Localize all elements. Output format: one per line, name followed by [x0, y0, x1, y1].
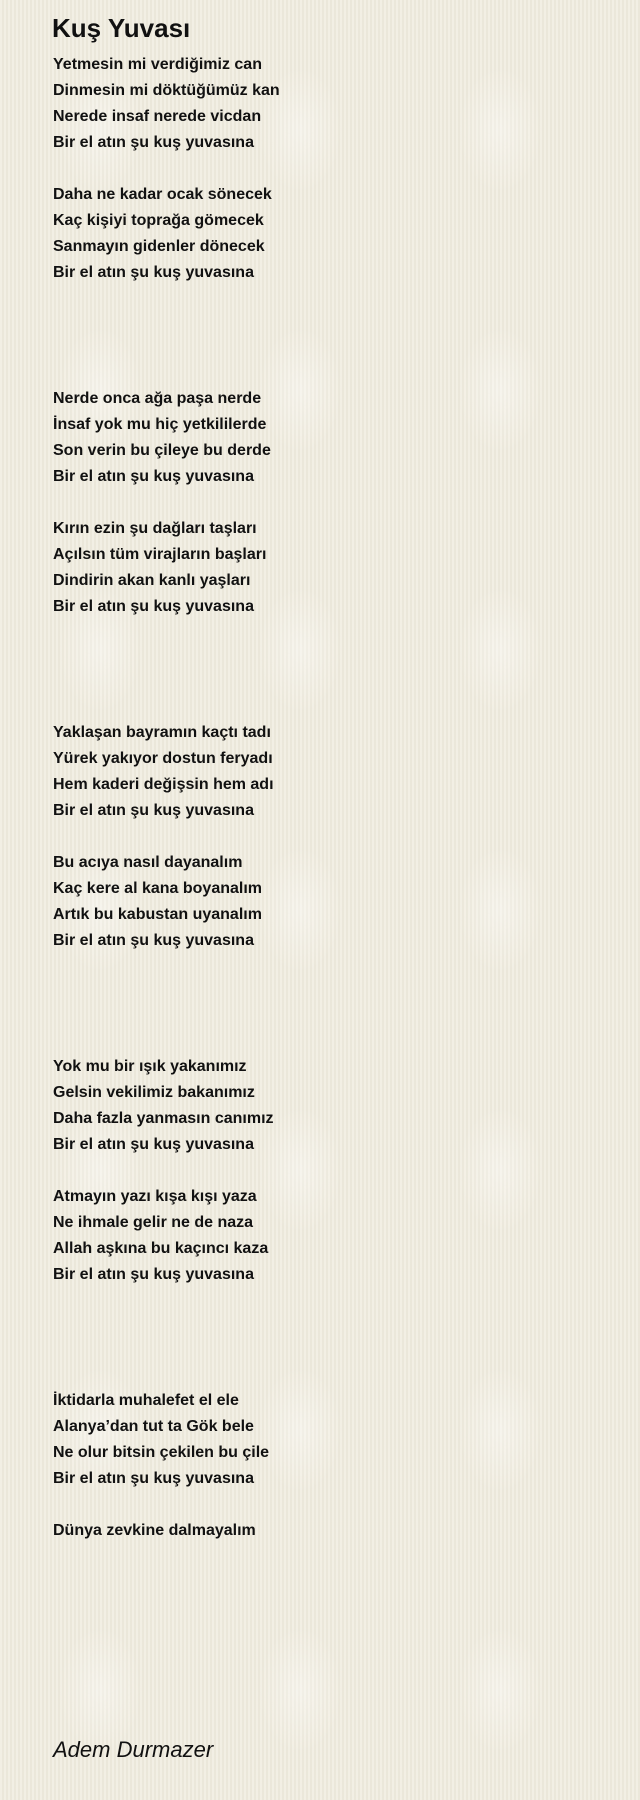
poem-line: Sanmayın gidenler dönecek	[53, 238, 265, 255]
poem-line: Ne olur bitsin çekilen bu çile	[53, 1444, 270, 1461]
section-spacer	[53, 286, 613, 386]
stanza-3	[53, 386, 613, 490]
stanza-spacer	[53, 824, 613, 850]
poem-line: Kaç kere al kana boyanalım	[53, 880, 262, 897]
stanza-6	[53, 850, 613, 954]
poem-line: Kaç kişiyi toprağa gömecek	[53, 212, 264, 229]
stanza-8	[53, 1184, 613, 1288]
poem-line: Hem kaderi değişsin hem adı	[53, 776, 274, 793]
poem-line: Son verin bu çileye bu derde	[53, 442, 271, 459]
poem-line: Allah aşkına bu kaçıncı kaza	[53, 1240, 269, 1257]
poem-line: Gelsin vekilimiz bakanımız	[53, 1084, 255, 1101]
poem-line: Nerede insaf nerede vicdan	[53, 108, 262, 125]
poem-line: Kırın ezin şu dağları taşları	[53, 520, 257, 537]
poem-line: Yaklaşan bayramın kaçtı tadı	[53, 724, 271, 741]
poem-line: Açılsın tüm virajların başları	[53, 546, 267, 563]
poem-line: Yok mu bir ışık yakanımız	[53, 1058, 247, 1075]
poem-line: Bir el atın şu kuş yuvasına	[53, 1136, 254, 1153]
poem-line: Dindirin akan kanlı yaşları	[53, 572, 251, 589]
poem-line: Bir el atın şu kuş yuvasına	[53, 598, 254, 615]
poem-line: İktidarla muhalefet el ele	[53, 1392, 239, 1409]
stanza-7	[53, 1054, 613, 1158]
section-spacer	[53, 954, 613, 1054]
poem-line: Bu acıya nasıl dayanalım	[53, 854, 243, 871]
stanza-5	[53, 720, 613, 824]
poem-line: Bir el atın şu kuş yuvasına	[53, 1266, 254, 1283]
stanza-9	[53, 1388, 613, 1492]
stanza-spacer	[53, 1492, 613, 1518]
stanza-1	[53, 52, 613, 156]
section-spacer	[53, 620, 613, 720]
section-spacer	[53, 1288, 613, 1388]
poem-line: Bir el atın şu kuş yuvasına	[53, 134, 254, 151]
poem-line: Bir el atın şu kuş yuvasına	[53, 468, 254, 485]
stanza-10	[53, 1518, 613, 1544]
poem-body	[53, 52, 613, 1544]
poem-line: Yetmesin mi verdiğimiz can	[53, 56, 262, 73]
poem-line: Yürek yakıyor dostun feryadı	[53, 750, 273, 767]
poem-line: Daha ne kadar ocak sönecek	[53, 186, 272, 203]
poem-line: Daha fazla yanmasın canımız	[53, 1110, 274, 1127]
poem-line: Alanya’dan tut ta Gök bele	[53, 1418, 254, 1435]
poem-line: İnsaf yok mu hiç yetkililerde	[53, 416, 267, 433]
poem-line: Bir el atın şu kuş yuvasına	[53, 802, 254, 819]
poem-line: Bir el atın şu kuş yuvasına	[53, 264, 254, 281]
poem-line: Bir el atın şu kuş yuvasına	[53, 932, 254, 949]
stanza-spacer	[53, 156, 613, 182]
poem-line: Ne ihmale gelir ne de naza	[53, 1214, 254, 1231]
stanza-4	[53, 516, 613, 620]
poem-line: Dünya zevkine dalmayalım	[53, 1522, 256, 1539]
poem-line: Nerde onca ağa paşa nerde	[53, 390, 262, 407]
poem-author: Adem Durmazer	[53, 1737, 214, 1762]
poem-line: Bir el atın şu kuş yuvasına	[53, 1470, 254, 1487]
stanza-spacer	[53, 1158, 613, 1184]
poem-line: Atmayın yazı kışa kışı yaza	[53, 1188, 257, 1205]
poem-line: Dinmesin mi döktüğümüz kan	[53, 82, 280, 99]
poem-line: Artık bu kabustan uyanalım	[53, 906, 262, 923]
stanza-2	[53, 182, 613, 286]
stanza-spacer	[53, 490, 613, 516]
poem-title: Kuş Yuvası	[52, 13, 191, 43]
